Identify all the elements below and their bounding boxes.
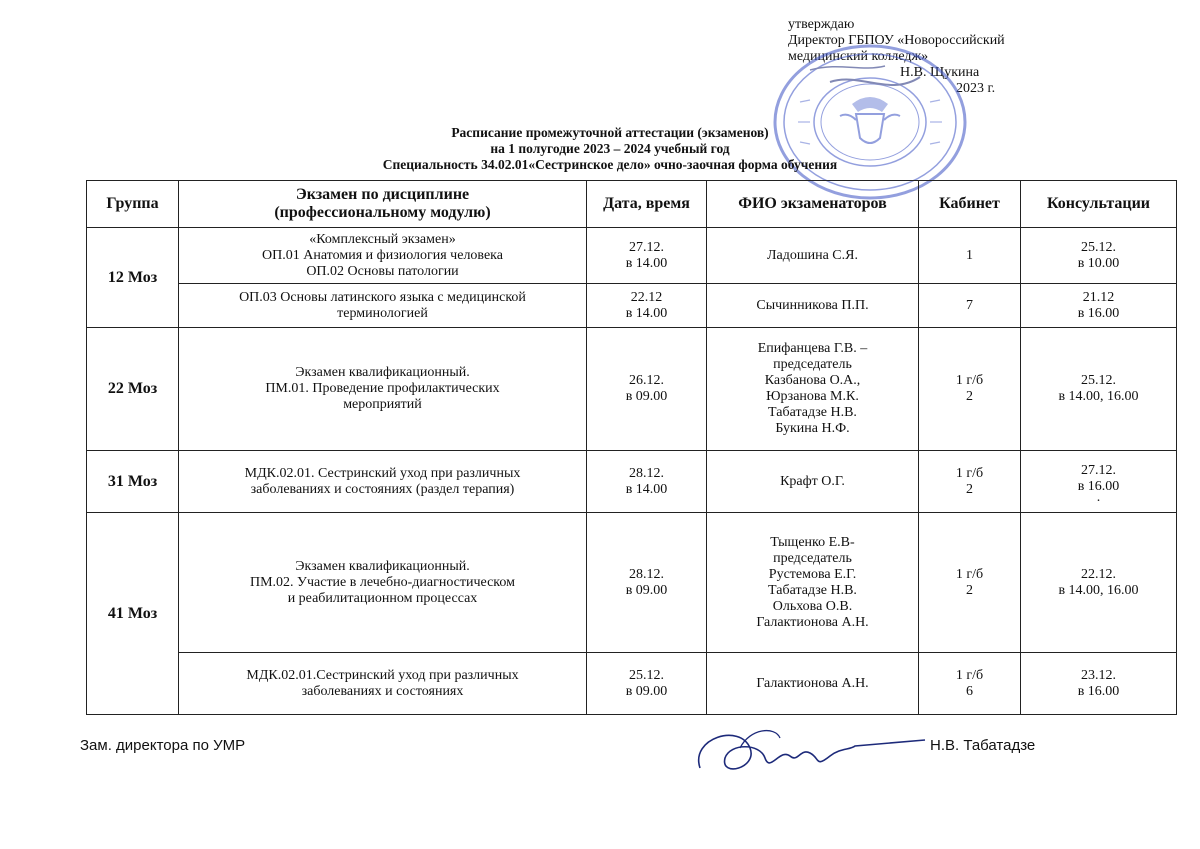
consult-cell: 25.12. в 10.00 bbox=[1021, 228, 1177, 284]
group-cell: 41 Моз bbox=[87, 513, 179, 715]
table-header-row bbox=[87, 181, 1177, 228]
room-cell: 1 г/б 6 bbox=[919, 653, 1021, 715]
datetime-cell: 22.12 в 14.00 bbox=[587, 284, 707, 328]
datetime-cell: 28.12. в 09.00 bbox=[587, 513, 707, 653]
table-row bbox=[87, 653, 1177, 715]
header-exam: Экзамен по дисциплине (профессиональному модулю) bbox=[179, 181, 587, 228]
consult-cell bbox=[1021, 451, 1177, 513]
footer-position: Зам. директора по УМР bbox=[80, 737, 246, 754]
consult-cell: 23.12. в 16.00 bbox=[1021, 653, 1177, 715]
examiners-cell: Епифанцева Г.В. – председатель Казбанова О.А., Юрзанова М.К. Табатадзе Н.В. Букина Н.Ф. bbox=[707, 328, 919, 451]
table-row bbox=[87, 228, 1177, 284]
examiners-cell: Сычинникова П.П. bbox=[707, 284, 919, 328]
table-row bbox=[87, 513, 1177, 653]
group-cell: 22 Моз bbox=[87, 328, 179, 451]
group-cell: 12 Моз bbox=[87, 228, 179, 328]
examiners-cell: Ладошина С.Я. bbox=[707, 228, 919, 284]
document-title bbox=[330, 125, 890, 173]
approval-heading: утверждаю bbox=[788, 17, 855, 32]
header-group: Группа bbox=[87, 181, 179, 228]
approval-signer: Н.В. Щукина bbox=[900, 65, 980, 80]
consult-text: 27.12. в 16.00 bbox=[1077, 462, 1120, 494]
official-stamp bbox=[770, 42, 970, 202]
consult-cell: 25.12. в 14.00, 16.00 bbox=[1021, 328, 1177, 451]
table-row bbox=[87, 328, 1177, 451]
datetime-cell: 26.12. в 09.00 bbox=[587, 328, 707, 451]
datetime-cell: 27.12. в 14.00 bbox=[587, 228, 707, 284]
room-cell: 1 г/б 2 bbox=[919, 513, 1021, 653]
header-examiners: ФИО экзаменаторов bbox=[707, 181, 919, 228]
examiners-cell: Крафт О.Г. bbox=[707, 451, 919, 513]
room-cell: 1 bbox=[919, 228, 1021, 284]
room-cell: 7 bbox=[919, 284, 1021, 328]
room-cell: 1 г/б 2 bbox=[919, 328, 1021, 451]
exam-cell: Экзамен квалификационный. ПМ.01. Проведение профилактических мероприятий bbox=[179, 328, 587, 451]
exam-cell: ОП.03 Основы латинского языка с медицинской терминологией bbox=[179, 284, 587, 328]
group-cell: 31 Моз bbox=[87, 451, 179, 513]
table-row bbox=[87, 284, 1177, 328]
exam-cell: «Комплексный экзамен» ОП.01 Анатомия и физиология человека ОП.02 Основы патологии bbox=[179, 228, 587, 284]
consult-cell: 21.12 в 16.00 bbox=[1021, 284, 1177, 328]
table-row bbox=[87, 451, 1177, 513]
footer-signer-name: Н.В. Табатадзе bbox=[930, 737, 1036, 754]
exam-schedule-table bbox=[86, 180, 1177, 715]
handwritten-signature bbox=[680, 718, 930, 788]
approval-position: Директор ГБПОУ «Новороссийский bbox=[788, 33, 1005, 48]
title-line-1: Расписание промежуточной аттестации (экзаменов) bbox=[451, 125, 769, 140]
title-line-3: Специальность 34.02.01«Сестринское дело» очно-заочная форма обучения bbox=[382, 157, 838, 172]
header-room: Кабинет bbox=[919, 181, 1021, 228]
exam-cell: МДК.02.01.Сестринский уход при различных заболеваниях и состояниях bbox=[179, 653, 587, 715]
header-datetime: Дата, время bbox=[587, 181, 707, 228]
room-cell: 1 г/б 2 bbox=[919, 451, 1021, 513]
datetime-cell: 25.12. в 09.00 bbox=[587, 653, 707, 715]
consult-mark: . bbox=[1096, 489, 1101, 505]
header-consultations: Консультации bbox=[1021, 181, 1177, 228]
examiners-cell: Галактионова А.Н. bbox=[707, 653, 919, 715]
approval-date: 2023 г. bbox=[956, 81, 996, 96]
approval-organization: медицинский колледж» bbox=[788, 49, 929, 64]
title-line-2: на 1 полугодие 2023 – 2024 учебный год bbox=[490, 141, 730, 156]
consult-cell: 22.12. в 14.00, 16.00 bbox=[1021, 513, 1177, 653]
exam-cell: МДК.02.01. Сестринский уход при различных заболеваниях и состояниях (раздел терапия) bbox=[179, 451, 587, 513]
examiners-cell: Тыщенко Е.В- председатель Рустемова Е.Г. Табатадзе Н.В. Ольхова О.В. Галактионова А.Н. bbox=[707, 513, 919, 653]
datetime-cell: 28.12. в 14.00 bbox=[587, 451, 707, 513]
exam-cell: Экзамен квалификационный. ПМ.02. Участие в лечебно-диагностическом и реабилитационном процессах bbox=[179, 513, 587, 653]
